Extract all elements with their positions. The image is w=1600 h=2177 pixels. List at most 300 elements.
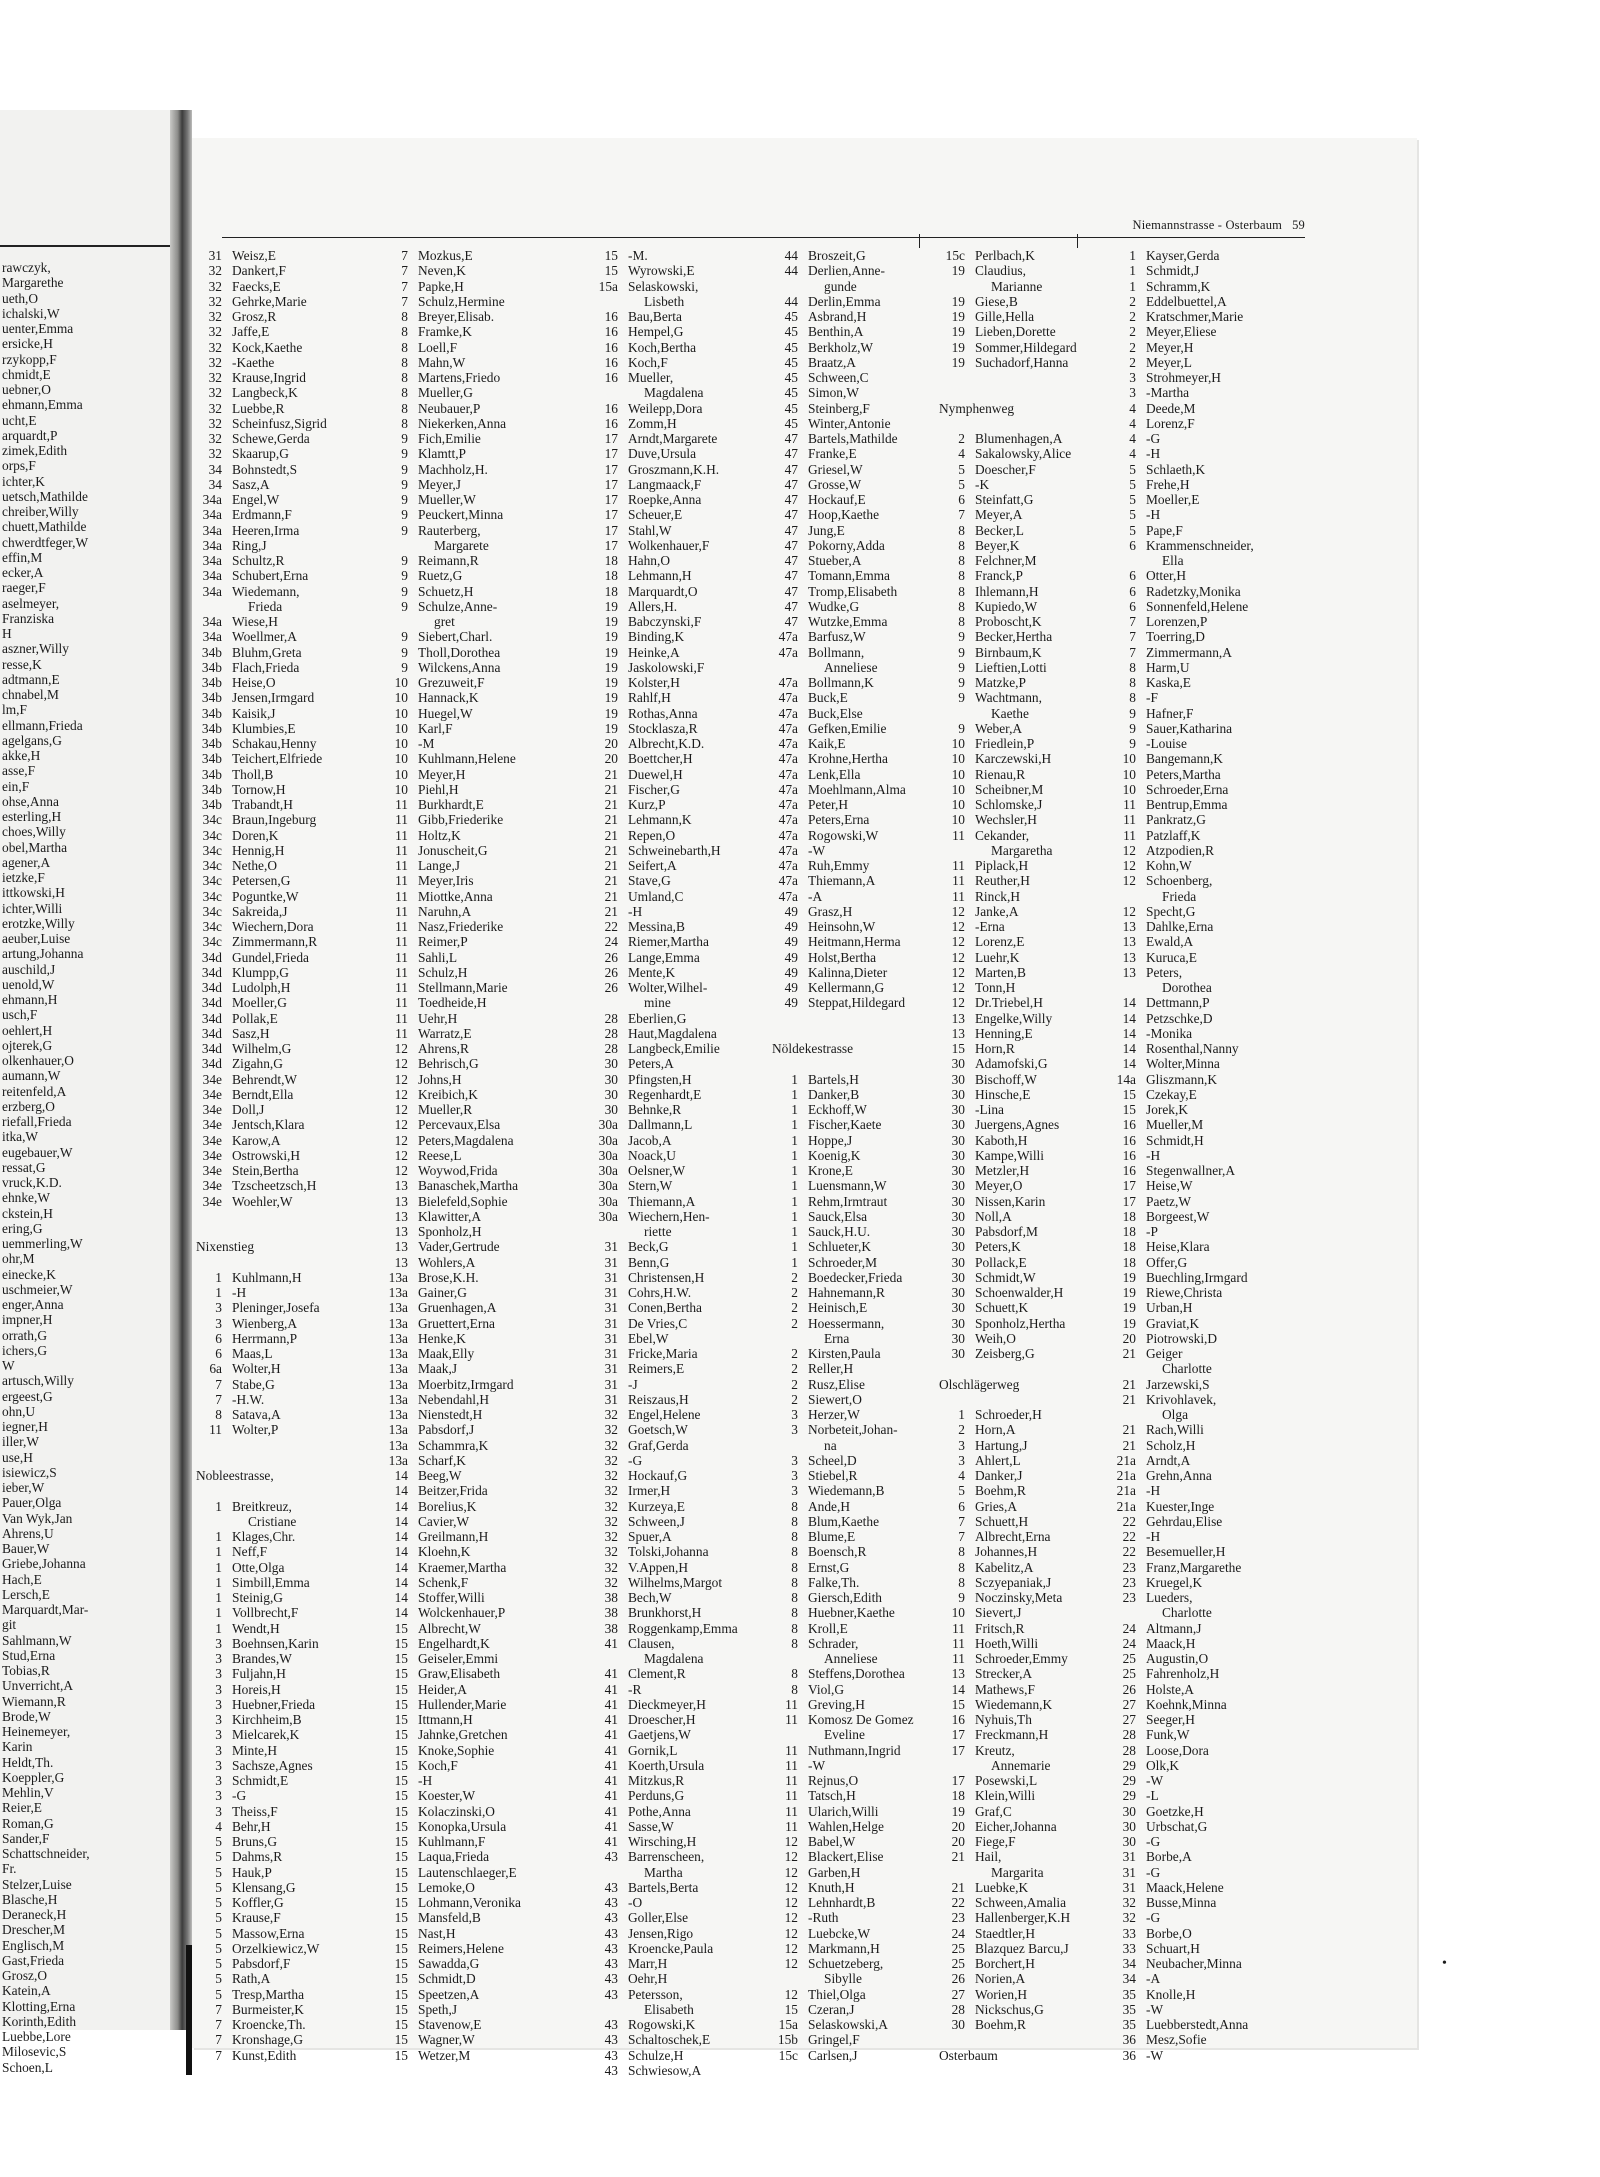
resident-name: Schoenwalder,H [975, 1285, 1064, 1300]
house-number: 10 [394, 751, 408, 767]
house-number: 34e [202, 1178, 222, 1194]
house-number: 28 [604, 1010, 618, 1026]
house-number: 19 [604, 720, 618, 736]
resident-name: Bohnstedt,S [232, 461, 298, 477]
resident-name: Grosz,R [232, 309, 277, 324]
house-number: 19 [604, 598, 618, 614]
resident-name: Kampe,Willi [975, 1147, 1044, 1163]
house-number: 8 [958, 1544, 965, 1560]
house-number: 30a [598, 1178, 618, 1194]
house-number: 13a [388, 1346, 408, 1361]
right-page [192, 138, 1417, 2078]
house-number: 10 [951, 766, 965, 782]
house-number: 4 [215, 1818, 222, 1834]
house-number: 19 [604, 644, 618, 660]
house-number: 6 [1129, 583, 1136, 599]
house-number: 11 [395, 888, 408, 904]
house-number: 32 [208, 324, 222, 340]
left-entry: oehlert,H [2, 1022, 53, 1038]
house-number: 12 [784, 1895, 798, 1910]
left-entry: rawczyk, [2, 260, 51, 275]
resident-name: -M [418, 736, 435, 751]
house-number: 17 [604, 446, 618, 462]
house-number: 13a [388, 1452, 408, 1468]
resident-name: Goller,Else [628, 1910, 689, 1926]
resident-name: Sonnenfeld,Helene [1146, 598, 1249, 614]
house-number: 12 [784, 1956, 798, 1971]
house-number: 45 [784, 415, 798, 431]
resident-name: Suchadorf,Hanna [975, 354, 1069, 370]
house-number: 1 [215, 1285, 222, 1300]
resident-name: Maak,Elly [418, 1346, 475, 1361]
left-entry: ckstein,H [2, 1205, 53, 1221]
house-number: 10 [394, 690, 408, 706]
house-number: 8 [958, 583, 965, 599]
resident-name: Metzler,H [975, 1163, 1030, 1178]
house-number: 13a [388, 1315, 408, 1331]
resident-name: Kuhlmann,F [418, 1834, 486, 1849]
resident-name: Duve,Ursula [628, 446, 697, 462]
house-number: 7 [215, 2001, 222, 2017]
house-number: 3 [215, 1666, 222, 1682]
house-number: 24 [951, 1925, 965, 1941]
house-number: 12 [1122, 873, 1136, 889]
left-entry: Stelzer,Luise [2, 1876, 72, 1892]
house-number: 8 [1129, 659, 1136, 675]
house-number: 1 [791, 1254, 798, 1270]
house-number: 34 [1122, 1956, 1136, 1971]
house-number: 5 [1129, 522, 1136, 538]
house-number: 1 [791, 1239, 798, 1255]
resident-name: -M. [628, 248, 648, 263]
house-number: 5 [215, 1910, 222, 1926]
resident-name: Stabe,G [232, 1376, 275, 1392]
resident-name: Albrecht,K.D. [628, 736, 705, 751]
house-number: 23 [1122, 1574, 1136, 1590]
name-continuation: gret [434, 614, 455, 629]
house-number: 2 [1129, 324, 1136, 340]
resident-name: Luehr,K [975, 949, 1020, 965]
left-entry: aeuber,Luise [2, 931, 71, 946]
left-entry: erzberg,O [2, 1098, 55, 1114]
name-continuation: Marianne [991, 278, 1043, 294]
left-entry: Hach,E [2, 1571, 42, 1587]
house-number: 13 [951, 1666, 965, 1682]
resident-name: Becker,Hertha [975, 629, 1053, 645]
resident-name: Mueller,W [418, 492, 476, 507]
resident-name: Kurz,P [628, 797, 666, 812]
house-number: 7 [215, 1391, 222, 1407]
resident-name: Arndt,A [1146, 1452, 1191, 1468]
resident-name: Pape,F [1146, 522, 1183, 538]
resident-name: Rehm,Irmtraut [808, 1193, 888, 1209]
house-number: 31 [604, 1315, 618, 1331]
resident-name: Dr.Triebel,H [975, 995, 1043, 1011]
house-number: 49 [784, 995, 798, 1011]
resident-name: -H [1146, 1147, 1161, 1163]
resident-name: Lehmann,H [628, 568, 692, 584]
resident-name: Greilmann,H [418, 1529, 489, 1544]
resident-name: Lohmann,Veronika [418, 1895, 522, 1910]
house-number: 32 [604, 1422, 618, 1438]
resident-name: Mozkus,E [418, 248, 473, 263]
name-continuation: Margaretha [991, 842, 1053, 858]
house-number: 34b [201, 781, 222, 797]
resident-name: Irmer,H [628, 1483, 671, 1499]
house-number: 23 [1122, 1559, 1136, 1575]
resident-name: Schweinebarth,H [628, 842, 721, 858]
house-number: 31 [604, 1376, 618, 1392]
house-number: 9 [401, 583, 408, 599]
house-number: 1 [1129, 263, 1136, 279]
house-number: 28 [604, 1041, 618, 1056]
house-number: 32 [208, 385, 222, 401]
resident-name: Papke,H [418, 278, 464, 294]
resident-name: Hartung,J [975, 1437, 1028, 1453]
resident-name: Reimann,R [418, 553, 479, 568]
resident-name: Markmann,H [808, 1940, 880, 1956]
left-entry: riefall,Frieda [2, 1114, 72, 1129]
left-entry: uetsch,Mathilde [2, 488, 88, 504]
resident-name: Scheibner,M [975, 781, 1044, 797]
resident-name: Sauck,H.U. [808, 1224, 871, 1239]
resident-name: Breitkreuz, [232, 1498, 292, 1514]
house-number: 29 [1122, 1773, 1136, 1788]
name-continuation: mine [644, 995, 671, 1011]
house-number: 12 [394, 1041, 408, 1056]
house-number: 9 [958, 659, 965, 675]
resident-name: Braun,Ingeburg [232, 812, 317, 828]
resident-name: Frehe,H [1146, 476, 1190, 492]
house-number: 7 [215, 2047, 222, 2063]
resident-name: Schoenberg, [1146, 873, 1213, 889]
left-entry: ergeest,G [2, 1388, 53, 1404]
resident-name: Wilhelms,Margot [628, 1574, 723, 1590]
resident-name: Kunst,Edith [232, 2047, 297, 2063]
house-number: 30 [951, 1346, 965, 1361]
house-number: 3 [215, 1757, 222, 1773]
resident-name: Olk,K [1146, 1757, 1180, 1773]
resident-name: Wilhelm,G [232, 1041, 292, 1056]
house-number: 9 [401, 492, 408, 507]
house-number: 9 [401, 507, 408, 523]
house-number: 15 [394, 1986, 408, 2002]
resident-name: Mueller,R [418, 1102, 473, 1117]
resident-name: Woywod,Frida [418, 1163, 498, 1178]
house-number: 47a [778, 812, 798, 828]
house-number: 41 [604, 1712, 618, 1727]
name-continuation: na [824, 1437, 837, 1453]
resident-name: Graf,Gerda [628, 1437, 689, 1453]
resident-name: Reiszaus,H [628, 1391, 689, 1407]
resident-name: Koch,Bertha [628, 339, 697, 355]
house-number: 43 [604, 1986, 618, 2002]
resident-name: Brandes,W [232, 1651, 292, 1666]
house-number: 10 [1122, 751, 1136, 767]
house-number: 30 [951, 1208, 965, 1224]
house-number: 15 [394, 1803, 408, 1819]
house-number: 11 [952, 827, 965, 843]
house-number: 47a [778, 629, 798, 645]
resident-name: Braatz,A [808, 354, 856, 370]
house-number: 34e [202, 1132, 222, 1148]
resident-name: Droescher,H [628, 1712, 696, 1727]
resident-name: Jentsch,Klara [232, 1117, 305, 1133]
resident-name: Luebbe,R [232, 400, 285, 416]
resident-name: Schramm,K [1146, 278, 1211, 294]
name-continuation: gunde [824, 278, 857, 294]
house-number: 2 [791, 1361, 798, 1377]
resident-name: Jaffe,E [232, 324, 270, 340]
resident-name: Freckmann,H [975, 1727, 1049, 1743]
house-number: 12 [784, 1879, 798, 1895]
resident-name: Peters,Martha [1146, 766, 1221, 782]
resident-name: Urban,H [1146, 1300, 1193, 1316]
house-number: 45 [784, 385, 798, 401]
resident-name: Lange,J [418, 858, 461, 873]
left-entry: chwerdtfeger,W [2, 534, 89, 550]
house-number: 11 [1123, 827, 1136, 843]
left-entry: esterling,H [2, 809, 62, 824]
resident-name: Krause,F [232, 1910, 281, 1926]
house-number: 4 [958, 446, 965, 462]
resident-name: Schammra,K [418, 1437, 489, 1453]
resident-name: Pleninger,Josefa [232, 1300, 320, 1316]
left-entry: Wiemann,R [2, 1693, 66, 1709]
resident-name: Faecks,E [232, 278, 281, 294]
house-number: 20 [604, 751, 618, 767]
house-number: 15 [394, 1971, 408, 1987]
left-entry: erotzke,Willy [2, 915, 75, 931]
name-continuation: Margarete [434, 537, 489, 553]
house-number: 34e [202, 1086, 222, 1102]
house-number: 8 [958, 598, 965, 614]
left-entry: Heinemeyer, [2, 1724, 71, 1739]
house-number: 1 [215, 1269, 222, 1285]
resident-name: Breyer,Elisab. [418, 309, 495, 324]
left-entry: Heldt,Th. [2, 1754, 54, 1770]
house-number: 15 [394, 2047, 408, 2063]
name-continuation: Elisabeth [644, 2001, 694, 2017]
resident-name: Behrendt,W [232, 1071, 298, 1087]
house-number: 30 [951, 1117, 965, 1133]
left-entry: artusch,Willy [2, 1373, 74, 1389]
house-number: 5 [215, 1895, 222, 1910]
resident-name: Borgeest,W [1146, 1208, 1210, 1224]
left-page-entries [2, 260, 172, 2075]
resident-name: Sauck,Elsa [808, 1208, 868, 1224]
house-number: 3 [215, 1315, 222, 1331]
house-number: 31 [1122, 1864, 1136, 1880]
house-number: 31 [604, 1239, 618, 1255]
resident-name: Beyer,K [975, 537, 1020, 553]
left-entry: Stud,Erna [2, 1647, 56, 1663]
resident-name: Tzscheetzsch,H [232, 1178, 317, 1194]
house-number: 15 [1122, 1102, 1136, 1117]
left-entry: Karin [2, 1739, 33, 1755]
house-number: 34b [201, 751, 222, 767]
house-number: 34 [208, 476, 222, 492]
house-number: 22 [1122, 1513, 1136, 1529]
house-number: 4 [958, 1468, 965, 1483]
resident-name: Burkhardt,E [418, 797, 484, 812]
resident-name: Wolter,Minna [1146, 1056, 1220, 1072]
house-number: 34 [1122, 1971, 1136, 1987]
left-entry: aszner,Willy [2, 641, 69, 657]
house-number: 15 [394, 1712, 408, 1727]
left-entry: Mehlin,V [2, 1785, 54, 1800]
resident-name: Pabsdorf,F [232, 1956, 291, 1971]
resident-name: Klein,Willi [975, 1788, 1036, 1804]
house-number: 30 [951, 1178, 965, 1194]
resident-name: Winter,Antonie [808, 415, 891, 431]
resident-name: Teichert,Elfriede [232, 751, 323, 767]
resident-name: Niekerken,Anna [418, 415, 507, 431]
house-number: 12 [784, 1834, 798, 1849]
resident-name: Graviat,K [1146, 1315, 1200, 1331]
left-entry: agener,A [2, 854, 51, 870]
house-number: 31 [604, 1330, 618, 1346]
resident-name: Steinberg,F [808, 400, 870, 416]
house-number: 23 [1122, 1590, 1136, 1605]
house-number: 44 [784, 263, 798, 279]
house-number: 32 [208, 293, 222, 309]
resident-name: Rinck,H [975, 888, 1021, 904]
house-number: 8 [791, 1529, 798, 1544]
resident-name: Framke,K [418, 324, 472, 340]
resident-name: Horn,R [975, 1041, 1015, 1056]
house-number: 1 [791, 1208, 798, 1224]
resident-name: Kurzeya,E [628, 1498, 685, 1514]
house-number: 8 [215, 1407, 222, 1422]
house-number: 22 [951, 1895, 965, 1910]
house-number: 11 [395, 1010, 408, 1026]
house-number: 34b [201, 690, 222, 706]
house-number: 19 [604, 705, 618, 721]
house-number: 11 [395, 995, 408, 1011]
resident-name: Groszmann,K.H. [628, 461, 720, 477]
resident-name: Kreibich,K [418, 1086, 478, 1102]
resident-name: Karczewski,H [975, 751, 1052, 767]
resident-name: Nickschus,G [975, 2001, 1044, 2017]
resident-name: Grasz,H [808, 903, 853, 919]
house-number: 15 [394, 1788, 408, 1804]
house-number: 8 [958, 568, 965, 584]
resident-name: Schlaeth,K [1146, 461, 1206, 477]
resident-name: Brunkhorst,H [628, 1605, 702, 1621]
resident-name: Buck,Else [808, 705, 863, 721]
house-number: 30 [604, 1056, 618, 1072]
house-number: 1 [791, 1193, 798, 1209]
resident-name: Noll,A [975, 1208, 1012, 1224]
house-number: 19 [604, 629, 618, 645]
house-number: 2 [791, 1376, 798, 1392]
house-number: 6 [958, 492, 965, 507]
house-number: 47 [784, 598, 798, 614]
resident-name: Wohlers,A [418, 1254, 476, 1270]
resident-name: Koenig,K [808, 1147, 861, 1163]
resident-name: Massow,Erna [232, 1925, 305, 1941]
house-number: 34d [201, 1056, 222, 1072]
house-number: 11 [785, 1696, 798, 1712]
house-number: 34b [201, 736, 222, 751]
resident-name: Nebendahl,H [418, 1391, 490, 1407]
resident-name: Kaik,E [808, 736, 846, 751]
resident-name: Urbschat,G [1146, 1818, 1208, 1834]
resident-name: Schroeder,Emmy [975, 1651, 1068, 1666]
house-number: 9 [401, 476, 408, 492]
resident-name: Clausen, [628, 1635, 675, 1651]
resident-name: Wachtmann, [975, 690, 1042, 706]
house-number: 21 [604, 812, 618, 828]
resident-name: Gruettert,Erna [418, 1315, 495, 1331]
resident-name: Kaisik,J [232, 705, 276, 721]
resident-name: Schuett,H [975, 1513, 1029, 1529]
resident-name: -W [808, 1757, 826, 1773]
resident-name: Steinig,G [232, 1590, 283, 1605]
left-entry: iller,W [2, 1434, 40, 1450]
house-number: 15 [394, 1635, 408, 1651]
resident-name: Benthin,A [808, 324, 864, 340]
house-number: 34 [208, 461, 222, 477]
house-number: 45 [784, 370, 798, 385]
house-number: 10 [394, 675, 408, 690]
resident-name: Minte,H [232, 1742, 278, 1758]
resident-name: -P [1146, 1224, 1158, 1239]
resident-name: Kuhlmann,Helene [418, 751, 516, 767]
resident-name: Klamtt,P [418, 446, 466, 462]
house-number: 9 [401, 522, 408, 538]
resident-name: Schlomske,J [975, 797, 1043, 812]
house-number: 5 [215, 1864, 222, 1880]
resident-name: Ring,J [232, 537, 267, 553]
left-entry: Schattschneider, [2, 1846, 90, 1861]
resident-name: Henke,K [418, 1330, 466, 1346]
resident-name: Jorek,K [1146, 1102, 1189, 1117]
house-number: 22 [1122, 1529, 1136, 1544]
resident-name: Scheel,D [808, 1452, 857, 1468]
left-entry: ittkowski,H [2, 885, 65, 901]
house-number: 21 [604, 873, 618, 889]
house-number: 12 [784, 1849, 798, 1865]
house-number: 32 [208, 400, 222, 416]
resident-name: Binding,K [628, 629, 685, 645]
resident-name: Cohrs,H.W. [628, 1285, 692, 1300]
house-number: 15a [598, 278, 618, 294]
left-entry: aselmeyer, [2, 595, 60, 611]
resident-name: Jaskolowski,F [628, 659, 705, 675]
resident-name: Otter,H [1146, 568, 1186, 584]
resident-name: Adamofski,G [975, 1056, 1048, 1072]
resident-name: Clement,R [628, 1666, 686, 1682]
resident-name: Weisz,E [232, 248, 276, 263]
left-entry: iegner,H [2, 1419, 48, 1434]
left-entry: effin,M [2, 549, 43, 565]
house-number: 17 [604, 507, 618, 523]
name-continuation: Magdalena [644, 1651, 704, 1666]
house-number: 8 [958, 522, 965, 538]
house-number: 43 [604, 2032, 618, 2048]
house-number: 10 [951, 1605, 965, 1621]
house-number: 9 [958, 629, 965, 645]
house-number: 41 [604, 1666, 618, 1682]
house-number: 7 [958, 507, 965, 523]
resident-name: -H.W. [232, 1391, 265, 1407]
house-number: 49 [784, 949, 798, 965]
house-number: 34d [201, 1010, 222, 1026]
name-continuation: Charlotte [1162, 1605, 1212, 1621]
resident-name: Ruetz,G [418, 568, 463, 584]
